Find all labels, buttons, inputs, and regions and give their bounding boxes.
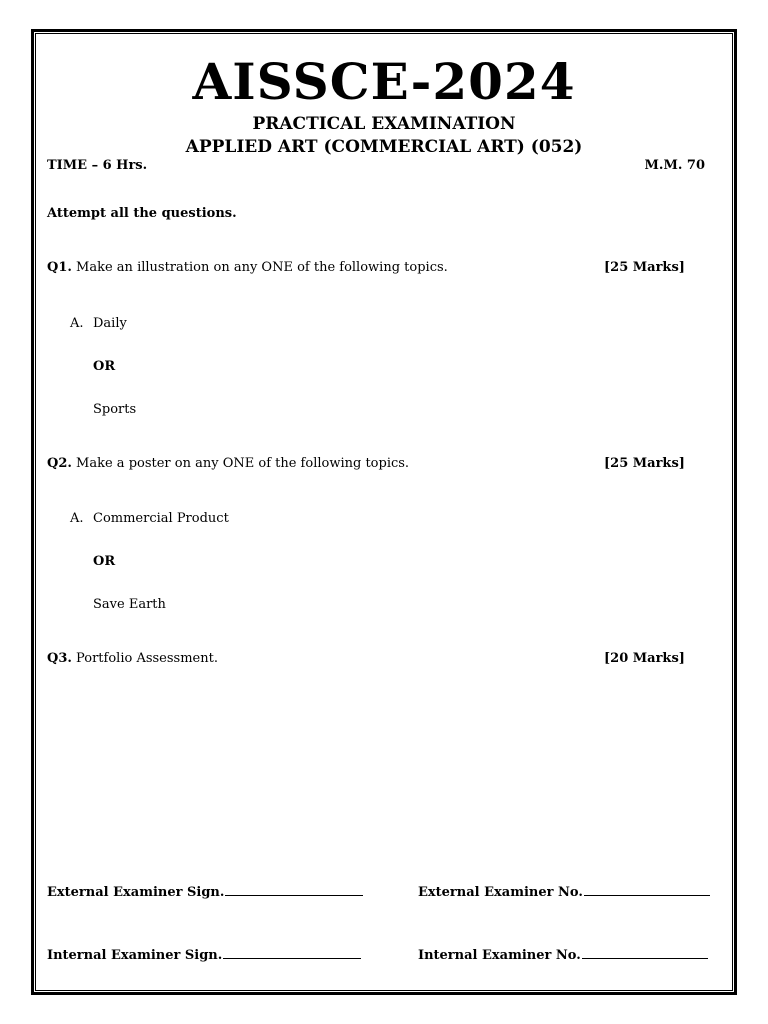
- question-text: Make a poster on any ONE of the following topics.: [76, 456, 410, 471]
- internal-sign-label: Internal Examiner Sign.: [47, 948, 223, 963]
- option-a: Commercial Product: [93, 511, 229, 526]
- internal-no-label: Internal Examiner No.: [418, 948, 581, 963]
- signature-line: [225, 884, 363, 896]
- internal-examiner-number: [418, 947, 708, 963]
- signature-line: [223, 947, 361, 959]
- option-a: Daily: [93, 316, 127, 331]
- option-marker: A.: [70, 316, 84, 331]
- question-marks: [25 Marks]: [604, 260, 685, 275]
- question-number: Q1.: [47, 260, 72, 275]
- question-number: Q3.: [47, 651, 72, 666]
- external-no-label: External Examiner No.: [418, 885, 583, 900]
- external-examiner-sign: [47, 884, 363, 900]
- subject-title: APPLIED ART (COMMERCIAL ART) (052): [185, 137, 583, 157]
- external-examiner-number: [418, 884, 710, 900]
- question-2: [47, 456, 409, 471]
- max-marks: M.M. 70: [644, 158, 705, 173]
- question-3: [47, 651, 218, 666]
- question-1: [47, 260, 448, 275]
- exam-title: AISSCE-2024: [192, 52, 576, 111]
- question-marks: [20 Marks]: [604, 651, 685, 666]
- signature-line: [584, 884, 710, 896]
- instruction: Attempt all the questions.: [47, 206, 237, 221]
- exam-time: TIME – 6 Hrs.: [47, 158, 148, 173]
- question-text: Make an illustration on any ONE of the following topics.: [76, 260, 448, 275]
- question-number: Q2.: [47, 456, 72, 471]
- option-b: Sports: [93, 402, 137, 417]
- or-label: OR: [93, 554, 116, 569]
- question-marks: [25 Marks]: [604, 456, 685, 471]
- exam-type: PRACTICAL EXAMINATION: [252, 114, 516, 134]
- question-text: Portfolio Assessment.: [76, 651, 218, 666]
- external-sign-label: External Examiner Sign.: [47, 885, 225, 900]
- option-b: Save Earth: [93, 597, 166, 612]
- signature-line: [582, 947, 708, 959]
- internal-examiner-sign: [47, 947, 361, 963]
- or-label: OR: [93, 359, 116, 374]
- option-marker: A.: [70, 511, 84, 526]
